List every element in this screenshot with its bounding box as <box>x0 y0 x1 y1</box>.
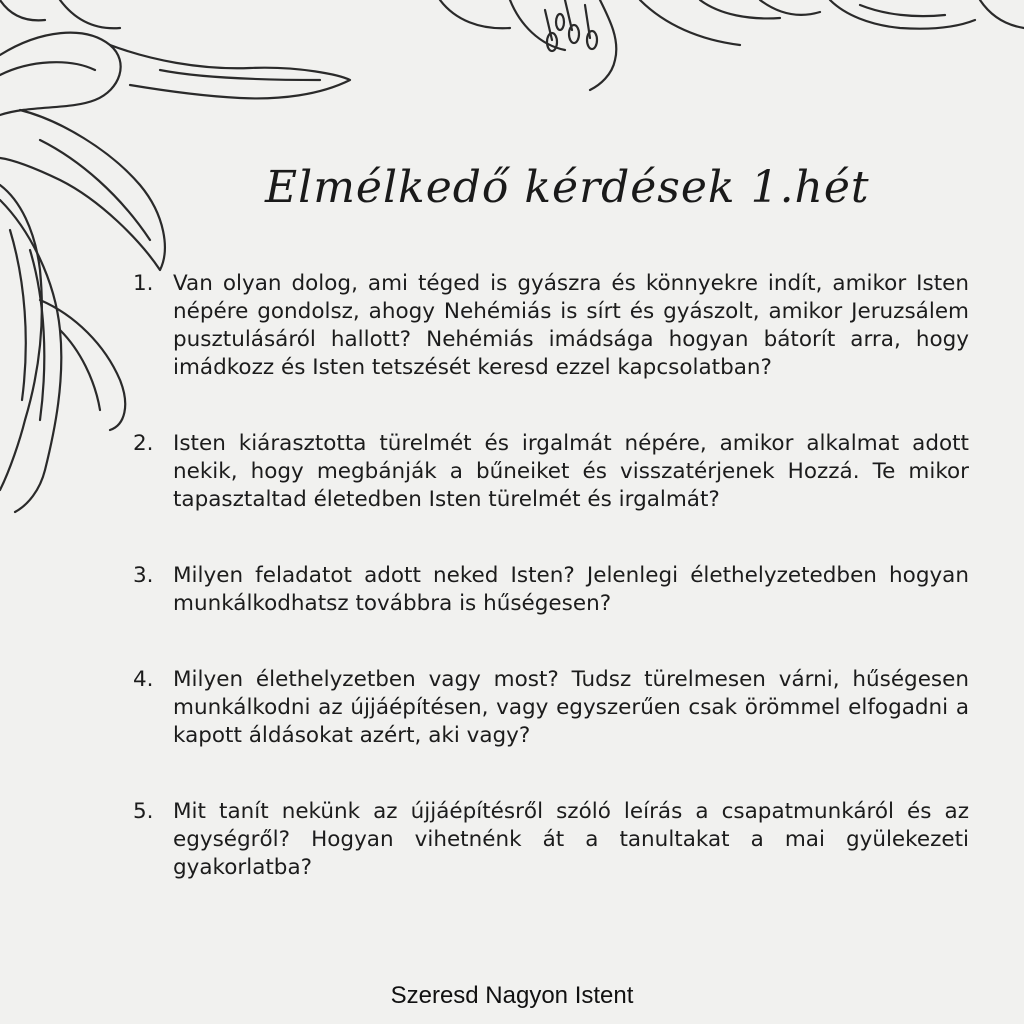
list-item <box>133 666 969 750</box>
list-item <box>133 562 969 618</box>
list-item <box>133 270 969 382</box>
question-text: Milyen élethelyzetben vagy most? Tudsz türelmesen várni, hűségesen munkálkodni az újjáépítésen, vagy egyszerűen csak örömmel elfogadni a kapott áldásokat azért, aki vagy? <box>173 667 969 748</box>
question-text: Mit tanít nekünk az újjáépítésről szóló leírás a csapatmunkáról és az egységről? Hogyan vihetnénk át a tanultakat a mai gyülekezeti gyakorlatba? <box>173 799 969 880</box>
question-number: 4. <box>133 667 154 692</box>
question-number: 2. <box>133 431 154 456</box>
footer-caption: Szeresd Nagyon Istent <box>390 982 634 1009</box>
question-text: Van olyan dolog, ami téged is gyászra és könnyekre indít, amikor Isten népére gondolsz, ahogy Nehémiás is sírt és gyászolt, amikor Jeruzsálem pusztulásáról hallott? Nehémiás imádsága hogyan bátorít arra, hogy imádkozz és Isten tetszését keresd ezzel kapcsolatban? <box>173 271 969 380</box>
list-item <box>133 798 969 882</box>
question-text: Isten kiárasztotta türelmét és irgalmát népére, amikor alkalmat adott nekik, hogy megbánják a bűneiket és visszatérjenek Hozzá. Te mikor tapasztaltad életedben Isten türelmét és irgalmát? <box>173 431 969 512</box>
top-lily-icon <box>440 0 820 90</box>
question-number: 5. <box>133 799 154 824</box>
page-title: Elmélkedő kérdések 1.hét <box>265 162 870 213</box>
question-text: Milyen feladatot adott neked Isten? Jelenlegi élethelyzetedben hogyan munkálkodhatsz továbbra is hűségesen? <box>173 563 969 616</box>
question-number: 3. <box>133 563 154 588</box>
right-lily-icon <box>830 0 1024 29</box>
list-item <box>133 430 969 514</box>
question-list <box>133 270 969 930</box>
question-number: 1. <box>133 271 154 296</box>
